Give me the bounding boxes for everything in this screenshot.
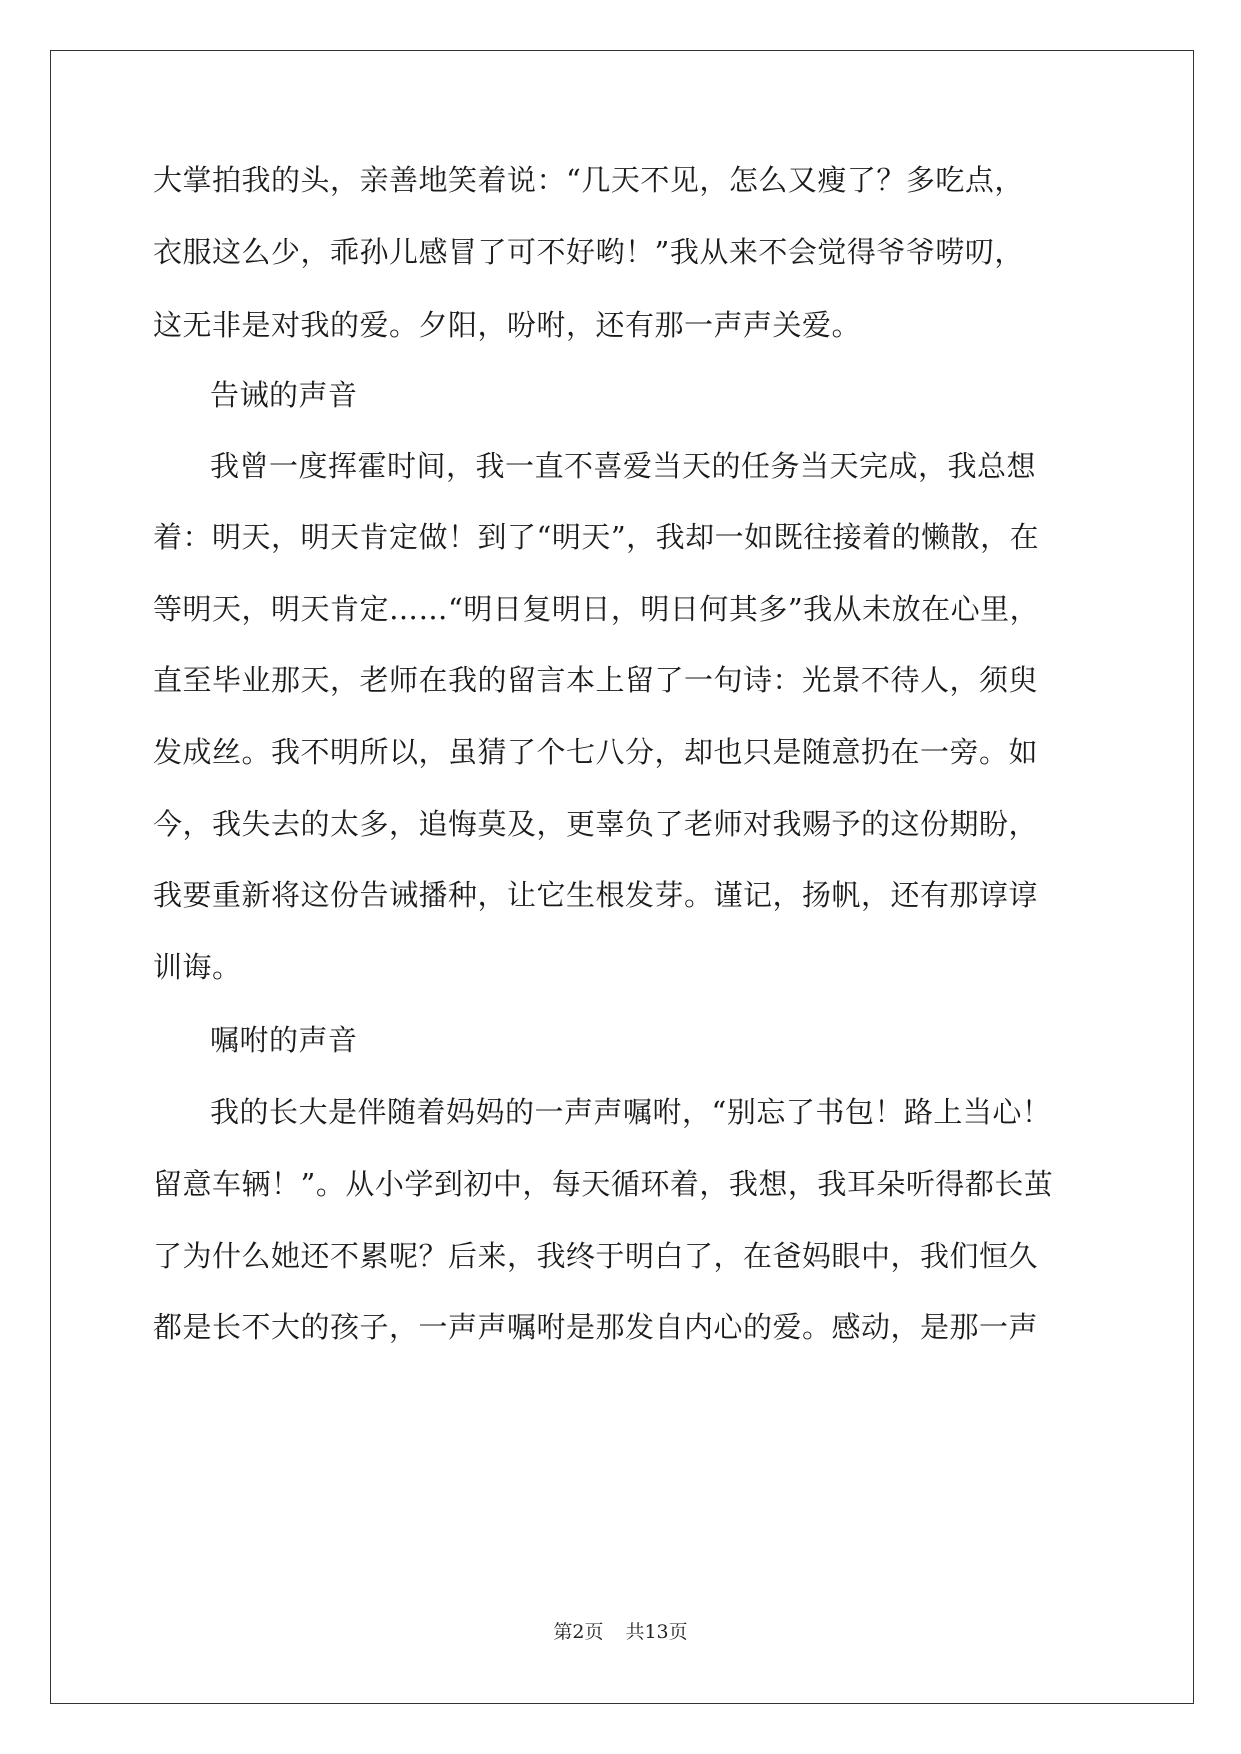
text-line: 大掌拍我的头，亲善地笑着说：“几天不见，怎么又瘦了？多吃点， xyxy=(153,163,1024,197)
text-line: 今，我失去的太多，追悔莫及，更辜负了老师对我赐予的这份期盼， xyxy=(153,807,1039,841)
text-line: 我要重新将这份告诫播种，让它生根发芽。谨记，扬帆，还有那谆谆 xyxy=(153,878,1039,912)
page-footer xyxy=(0,1620,1241,1644)
section-heading: 告诫的声音 xyxy=(210,378,358,412)
paragraph-first-line: 我曾一度挥霍时间，我一直不喜爱当天的任务当天完成，我总想 xyxy=(210,449,1037,483)
text-line: 等明天，明天肯定……“明日复明日，明日何其多”我从未放在心里， xyxy=(153,592,1040,626)
text-line: 这无非是对我的爱。夕阳，吩咐，还有那一声声关爱。 xyxy=(153,308,862,342)
text-line: 发成丝。我不明所以，虽猜了个七八分，却也只是随意扔在一旁。如 xyxy=(153,735,1039,769)
text-line: 都是长不大的孩子，一声声嘱咐是那发自内心的爱。感动，是那一声 xyxy=(153,1310,1039,1344)
text-line: 了为什么她还不累呢？后来，我终于明白了，在爸妈眼中，我们恒久 xyxy=(153,1239,1039,1273)
text-line: 训诲。 xyxy=(153,950,242,984)
total-pages: 共13页 xyxy=(625,1621,688,1643)
section-heading: 嘱咐的声音 xyxy=(210,1023,358,1057)
paragraph-first-line: 我的长大是伴随着妈妈的一声声嘱咐，“别忘了书包！路上当心！ xyxy=(210,1095,1052,1129)
page-number: 第2页 xyxy=(553,1621,604,1643)
text-line: 衣服这么少，乖孙儿感冒了可不好哟！”我从来不会觉得爷爷唠叨， xyxy=(153,235,1024,269)
text-line: 着：明天，明天肯定做！到了“明天”，我却一如既往接着的懒散，在 xyxy=(153,520,1040,554)
text-line: 直至毕业那天，老师在我的留言本上留了一句诗：光景不待人，须臾 xyxy=(153,663,1039,697)
text-line: 留意车辆！”。从小学到初中，每天循环着，我想，我耳朵听得都长茧 xyxy=(153,1167,1054,1201)
